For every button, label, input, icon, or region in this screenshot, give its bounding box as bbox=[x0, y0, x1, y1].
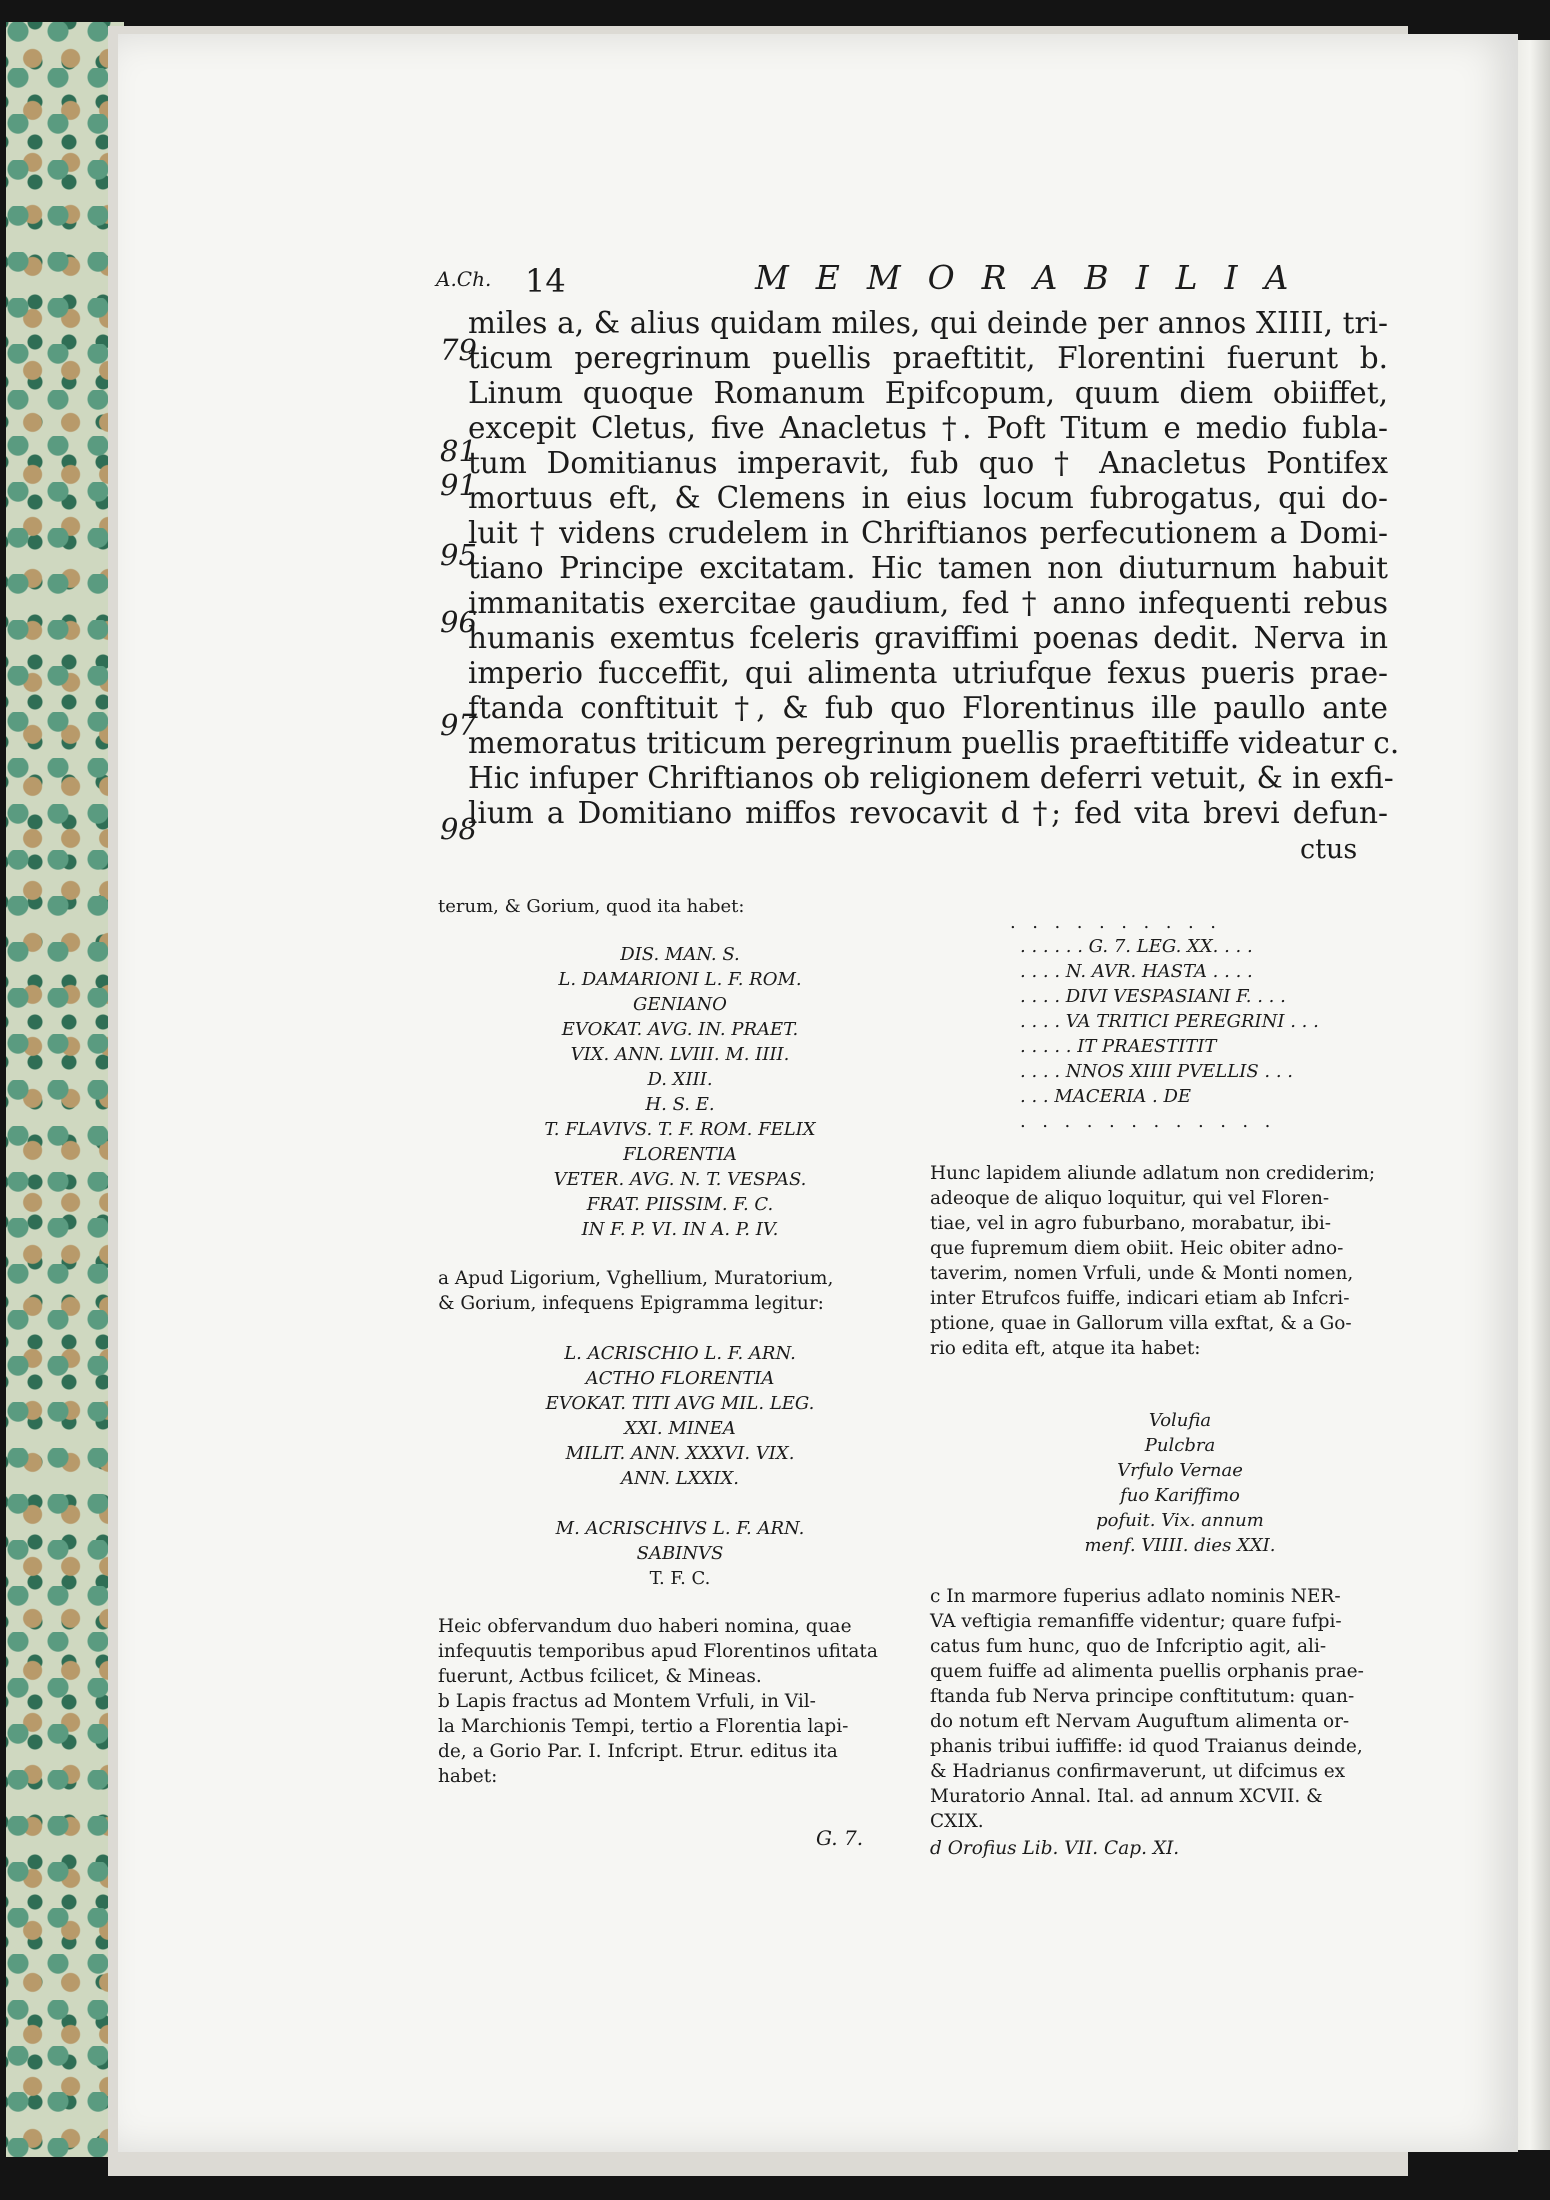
note-line: adeoque de aliquo loquitur, qui vel Floren- bbox=[930, 1188, 1330, 1209]
note-line: tiae, vel in agro fuburbano, morabatur, ibi- bbox=[930, 1213, 1332, 1234]
note-c-line: CXIX. bbox=[930, 1811, 984, 1832]
inscription-line: . . . MACERIA . DE bbox=[1020, 1086, 1192, 1107]
note-line: Hunc lapidem aliunde adlatum non crediderim; bbox=[930, 1163, 1376, 1184]
catchword: ctus bbox=[1300, 834, 1358, 865]
note-line: ptione, quae in Gallorum villa exftat, & a Go- bbox=[930, 1313, 1352, 1334]
inscription-line: VETER. AVG. N. T. VESPAS. bbox=[553, 1169, 807, 1190]
body-line: Linum quoque Romanum Epifcopum, quum diem obiiffet, bbox=[468, 376, 1388, 410]
inscription-line: H. S. E. bbox=[645, 1094, 715, 1115]
body-line: tum Domitianus imperavit, fub quo † Anacletus Pontifex bbox=[468, 446, 1388, 480]
note-c-line: catus fum hunc, quo de Infcriptio agit, ali- bbox=[930, 1636, 1327, 1657]
inscription-line: T. FLAVIVS. T. F. ROM. FELIX bbox=[544, 1119, 816, 1140]
inscription-line: L. ACRISCHIO L. F. ARN. bbox=[564, 1343, 796, 1364]
note-c-line: ftanda fub Nerva principe conftitutum: quan- bbox=[930, 1686, 1355, 1707]
inscription-line: Pulcbra bbox=[1144, 1435, 1216, 1456]
year-96: 96 bbox=[440, 605, 477, 639]
note-d-line: d Orofius Lib. VII. Cap. XI. bbox=[930, 1838, 1180, 1859]
inscription-line: . . . . DIVI VESPASIANI F. . . . bbox=[1020, 986, 1286, 1007]
note-b-line: la Marchionis Tempi, tertio a Florentia lapi- bbox=[438, 1716, 849, 1737]
inscription-line: GENIANO bbox=[633, 994, 727, 1015]
inscription-line: T. F. C. bbox=[649, 1568, 711, 1589]
inscription-line: . . . . VA TRITICI PEREGRINI . . . bbox=[1020, 1011, 1319, 1032]
note-b-line: b Lapis fractus ad Montem Vrfuli, in Vil- bbox=[438, 1691, 816, 1712]
book-binding-marbled-edge bbox=[6, 22, 124, 2157]
margin-label: A.Ch. bbox=[436, 267, 492, 291]
inscription-dots: . . . . . . . . . . bbox=[1010, 912, 1222, 933]
inscription-line: FRAT. PIISSIM. F. C. bbox=[586, 1194, 774, 1215]
note-lead: terum, & Gorium, quod ita habet: bbox=[438, 896, 745, 917]
note-c-line: c In marmore fuperius adlato nominis NER- bbox=[930, 1586, 1341, 1607]
note-line: rio edita eft, atque ita habet: bbox=[930, 1338, 1201, 1359]
note-c-line: & Hadrianus confirmaverunt, ut difcimus ex bbox=[930, 1761, 1346, 1782]
inscription-line: pofuit. Vix. annum bbox=[1096, 1510, 1264, 1531]
note-b-line: habet: bbox=[438, 1766, 498, 1787]
inscription-line: Volufia bbox=[1148, 1410, 1212, 1431]
running-title: M E M O R A B I L I A bbox=[755, 258, 1297, 297]
body-line: immanitatis exercitae gaudium, fed † anno infequenti rebus bbox=[468, 586, 1388, 620]
body-line: excepit Cletus, five Anacletus †. Poft Titum e medio fubla- bbox=[468, 411, 1388, 445]
inscription-line: SABINVS bbox=[636, 1543, 724, 1564]
note-c-line: do notum eft Nervam Auguftum alimenta or- bbox=[930, 1711, 1350, 1732]
note-line: que fupremum diem obiit. Heic obiter adno- bbox=[930, 1238, 1344, 1259]
body-line: lium a Domitiano miffos revocavit d †; fed vita brevi defun- bbox=[468, 796, 1388, 830]
year-98: 98 bbox=[440, 812, 477, 846]
inscription-line: EVOKAT. AVG. IN. PRAET. bbox=[561, 1019, 799, 1040]
note-c-line: phanis tribui iuffiffe: id quod Traianus deinde, bbox=[930, 1736, 1363, 1757]
body-line: memoratus triticum peregrinum puellis praeftitiffe videatur c. bbox=[468, 726, 1400, 760]
body-line: tiano Principe excitatam. Hic tamen non diuturnum habuit bbox=[468, 551, 1388, 585]
inscription-line: D. XIII. bbox=[647, 1069, 713, 1090]
inscription-line: VIX. ANN. LVIII. M. IIII. bbox=[570, 1044, 790, 1065]
note-line: taverim, nomen Vrfuli, unde & Monti nomen, bbox=[930, 1263, 1354, 1284]
inscription-line: ACTHO FLORENTIA bbox=[585, 1368, 775, 1389]
year-91: 91 bbox=[440, 468, 477, 502]
body-line: ftanda conftituit †, & fub quo Florentinus ille paullo ante bbox=[468, 691, 1388, 725]
note-c-line: VA veftigia remanfiffe videntur; quare fufpi- bbox=[930, 1611, 1342, 1632]
note-line: infequutis temporibus apud Florentinos ufitata bbox=[438, 1641, 878, 1662]
year-95: 95 bbox=[440, 538, 477, 572]
inscription-line: . . . . . IT PRAESTITIT bbox=[1020, 1036, 1217, 1057]
body-line: mortuus eft, & Clemens in eius locum fubrogatus, qui do- bbox=[468, 481, 1388, 515]
note-line: Heic obfervandum duo haberi nomina, quae bbox=[438, 1616, 852, 1637]
inscription-line: menf. VIIII. dies XXI. bbox=[1084, 1535, 1276, 1556]
inscription-line: MILIT. ANN. XXXVI. VIX. bbox=[565, 1443, 795, 1464]
body-line: miles a, & alius quidam miles, qui deinde per annos XIIII, tri- bbox=[468, 306, 1388, 340]
year-79: 79 bbox=[440, 333, 477, 367]
inscription-line: . . . . N. AVR. HASTA . . . . bbox=[1020, 961, 1253, 982]
inscription-line: DIS. MAN. S. bbox=[620, 944, 740, 965]
page-number: 14 bbox=[525, 262, 566, 300]
note-b-line: de, a Gorio Par. I. Infcript. Etrur. editus ita bbox=[438, 1741, 838, 1762]
inscription-dots: . . . . . . . . . . . . bbox=[1020, 1111, 1276, 1132]
body-line: luit † videns crudelem in Chriftianos perfecutionem a Domi- bbox=[468, 516, 1388, 550]
note-a-line: a Apud Ligorium, Vghellium, Muratorium, bbox=[438, 1268, 834, 1289]
note-a-line: & Gorium, infequens Epigramma legitur: bbox=[438, 1293, 824, 1314]
inscription-line: M. ACRISCHIVS L. F. ARN. bbox=[555, 1518, 805, 1539]
inscription-line: Vrfulo Vernae bbox=[1117, 1460, 1243, 1481]
note-line: inter Etrufcos fuiffe, indicari etiam ab Infcri- bbox=[930, 1288, 1350, 1309]
body-line: Hic infuper Chriftianos ob religionem deferri vetuit, & in exfi- bbox=[468, 761, 1394, 795]
year-81: 81 bbox=[440, 434, 477, 468]
year-97: 97 bbox=[440, 708, 477, 742]
inscription-line: ANN. LXXIX. bbox=[620, 1468, 740, 1489]
note-c-line: quem fuiffe ad alimenta puellis orphanis prae- bbox=[930, 1661, 1364, 1682]
inscription-line: L. DAMARIONI L. F. ROM. bbox=[558, 969, 802, 990]
note-line: fuerunt, Actbus fcilicet, & Mineas. bbox=[438, 1666, 762, 1687]
inscription-line: EVOKAT. TITI AVG MIL. LEG. bbox=[545, 1393, 815, 1414]
inscription-line: . . . . NNOS XIIII PVELLIS . . . bbox=[1020, 1061, 1293, 1082]
body-line: imperio fucceffit, qui alimenta utriufque fexus pueris prae- bbox=[468, 656, 1388, 690]
inscription-line: fuo Kariffimo bbox=[1120, 1485, 1240, 1506]
inscription-line: FLORENTIA bbox=[623, 1144, 737, 1165]
body-line: ticum peregrinum puellis praeftitit, Florentini fuerunt b. bbox=[468, 341, 1388, 375]
inscription-line: IN F. P. VI. IN A. P. IV. bbox=[581, 1219, 779, 1240]
body-line: humanis exemtus fceleris graviffimi poenas dedit. Nerva in bbox=[468, 621, 1388, 655]
note-c-line: Muratorio Annal. Ital. ad annum XCVII. & bbox=[930, 1786, 1323, 1807]
inscription-line: XXI. MINEA bbox=[624, 1418, 736, 1439]
footnote-catchword: G. 7. bbox=[816, 1826, 864, 1850]
inscription-line: . . . . . . G. 7. LEG. XX. . . . bbox=[1020, 936, 1253, 957]
